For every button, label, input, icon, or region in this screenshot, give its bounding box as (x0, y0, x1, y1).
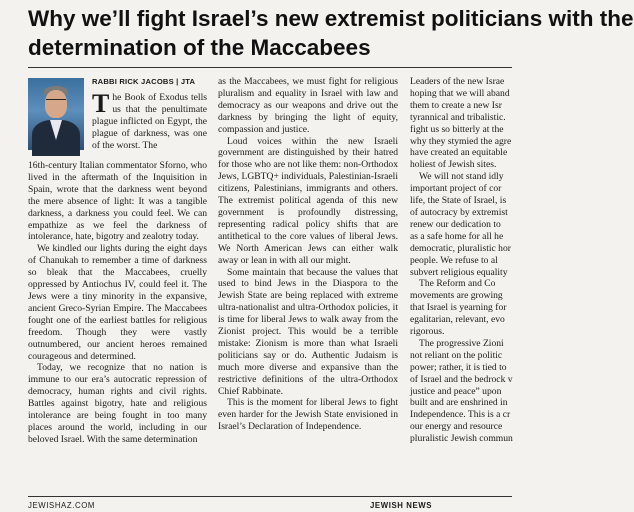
text-line: power; rather, it is tied to (410, 361, 507, 373)
text-line: egalitarian, relevant, evo (410, 314, 505, 326)
text-line: why they stymied the agre (410, 135, 512, 147)
headline (28, 4, 634, 62)
text-line: that Israel is yearning for (410, 302, 507, 314)
headline-line-1: Why we’ll fight Israel’s new extremist politicians with the (28, 6, 634, 31)
headline-rule (28, 67, 512, 68)
text-line: them to create a new Isr (410, 99, 502, 111)
article-column-1 (28, 76, 207, 446)
text-line: important project of cor (410, 183, 502, 195)
headline-line-2: determination of the Maccabees (28, 35, 371, 60)
text-line: not reliant on the politic (410, 349, 503, 361)
text-line: tyrannical and tribalistic. (410, 111, 506, 123)
text-line: renew our dedication to (410, 218, 501, 230)
drop-cap: T (92, 89, 110, 118)
text-line: Independence. This is a cr (410, 409, 511, 421)
column-1-body (28, 160, 207, 446)
text-line: our energy and resource (410, 421, 503, 433)
text-line: subvert religious equality (410, 266, 508, 278)
text-line: justice and peace” upon (410, 385, 502, 397)
paragraph: 16th-century Italian commentator Sforno, who lived in the aftermath of the Inquisition in Spain, wrote that the darkness went beyond the mere absence of light: It was a tangible darkness, a darkness you could feel. We can empathize as we feel the darkness of intolerance, hate, bigotry and zealotry today. (28, 160, 207, 243)
author-photo (28, 78, 84, 150)
text-line: fight us so bitterly at the (410, 123, 504, 135)
text-line: hoping that we will aband (410, 87, 510, 99)
paragraph: Today, we recognize that no nation is immune to our era’s autocratic repression of democracy, human rights and civil rights. Battles against bigotry, hate and religious intolerance are being fought in too many places around the world, including in our beloved Israel. With the same determination (28, 362, 207, 445)
paragraph: Loud voices within the new Israeli government are distinguished by their hatred for those who are not like them: non-Orthodox Jews, LGBTQ+ individuals, Palestinian-Israeli citizens, Palestinians, immigrants and others. The extremist political agenda of this new government is profoundly distressing, representing radical policy shifts that are antithetical to the core values of liberal Jews. We North American Jews can either walk away or lean in with all our might. (218, 135, 398, 266)
lead-text: he Book of Exodus tells us that the penultimate plague inflicted on Egypt, the plague of darkness, was one of the worst. The (92, 92, 207, 151)
byline: RABBI RICK JACOBS | JTA (92, 77, 196, 86)
lead-paragraph (92, 89, 207, 152)
footer-section: JEWISH NEWS (370, 501, 433, 510)
text-line: pluralistic Jewish commun (410, 433, 513, 445)
text-line: The Reform and Co (419, 278, 496, 290)
text-line: have created an equitable (410, 147, 508, 159)
text-line: movements are growing (410, 290, 503, 302)
paragraph: We kindled our lights during the eight days of Chanukah to remember a time of darkness so bleak that the Maccabees, cruelly oppressed by Antiochus IV, could feel it. The Jews were a tiny minority in the expansive, ancient Greco-Syrian Empire. The Maccabees fought one of the earliest battles for religious freedom. Though they were vastly outnumbered, our ancient heroes remained courageous and determined. (28, 243, 207, 362)
text-line: life, the State of Israel, is (410, 195, 507, 207)
byline-block (28, 76, 207, 160)
text-line: as a safe home for all he (410, 230, 504, 242)
text-line: Leaders of the new Israe (410, 76, 505, 87)
paragraph: as the Maccabees, we must fight for religious pluralism and equality in Israel with law and democracy as our weapons and drive out the darkness by bringing the light of equity, compassion and justice. (218, 76, 398, 135)
article-column-3 (410, 76, 512, 445)
article-column-2 (218, 76, 398, 433)
paragraph: Some maintain that because the values that used to bind Jews in the Diaspora to the Jewish State are being replaced with extreme ultra-nationalist and ultra-Orthodox policies, it is time for liberal Jews to walk away from the Zionist project. This would be a terrible mistake: Zionism is more than what Israeli politicians say or do. Authentic Judaism is much more diverse and expansive than the restrictive definitions of the ultra-Orthodox Chief Rabbinate. (218, 266, 398, 397)
text-line: rigorous. (410, 326, 445, 338)
text-line: people. We refuse to al (410, 254, 498, 266)
text-line: built and are enshrined in (410, 397, 508, 409)
footer-rule (28, 496, 512, 497)
text-line: democratic, pluralistic hor (410, 242, 511, 254)
text-line: holiest of Jewish sites. (410, 159, 497, 171)
paragraph: This is the moment for liberal Jews to fight even harder for the Jewish State envisioned in Israel’s Declaration of Independence. (218, 397, 398, 433)
text-line: We will not stand idly (419, 171, 504, 183)
footer-site: JEWISHAZ.COM (28, 501, 95, 510)
text-line: of Israel and the bedrock v (410, 373, 513, 385)
text-line: of autocracy by extremist (410, 206, 508, 218)
text-line: The progressive Zioni (419, 337, 504, 349)
